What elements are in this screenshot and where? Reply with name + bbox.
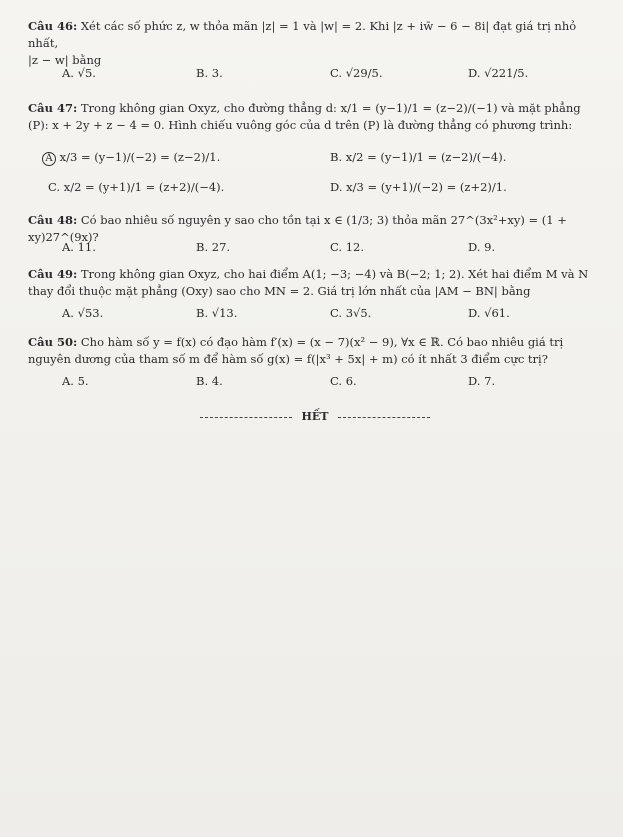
end-divider-right xyxy=(338,417,430,418)
q46-option-a: A. √5. xyxy=(62,66,96,80)
q48-label: Câu 48: xyxy=(28,213,78,227)
q49-stem: Trong không gian Oxyz, cho hai điểm A(1; −3; −4) và B(−2; 1; 2). Xét hai điểm M và N xyxy=(80,267,589,281)
q46-stem2: |z − w| bằng xyxy=(28,53,102,67)
q49-option-c: C. 3√5. xyxy=(330,306,372,320)
q50-option-d: D. 7. xyxy=(468,374,496,388)
question-47 xyxy=(28,100,601,134)
q50-option-b: B. 4. xyxy=(196,374,223,388)
end-marker xyxy=(190,410,440,423)
q47-option-d: D. x/3 = (y+1)/(−2) = (z+2)/1. xyxy=(330,180,507,194)
q48-option-b: B. 27. xyxy=(196,240,231,254)
q48-option-c: C. 12. xyxy=(330,240,364,254)
q46-stem: Xét các số phức z, w thỏa mãn |z| = 1 và |w| = 2. Khi |z + iw̄ − 6 − 8i| đạt giá trị nhỏ nhất, xyxy=(28,19,577,50)
q47-option-a xyxy=(42,150,220,166)
q47-option-d-text: x/3 = (y+1)/(−2) = (z+2)/1. xyxy=(346,180,507,194)
q47-option-c: C. x/2 = (y+1)/1 = (z+2)/(−4). xyxy=(48,180,225,194)
q46-label: Câu 46: xyxy=(28,19,78,33)
q48-option-a: A. 11. xyxy=(62,240,96,254)
end-divider-left xyxy=(200,417,292,418)
q47-label: Câu 47: xyxy=(28,101,78,115)
q46-option-d: D. √221/5. xyxy=(468,66,529,80)
q50-stem2: nguyên dương của tham số m để hàm số g(x) = f(|x³ + 5x| + m) có ít nhất 3 điểm cực trị? xyxy=(28,352,548,366)
q46-option-c: C. √29/5. xyxy=(330,66,383,80)
q49-option-a: A. √53. xyxy=(62,306,104,320)
q50-label: Câu 50: xyxy=(28,335,78,349)
selected-answer-mark: A xyxy=(42,152,56,166)
q48-stem: Có bao nhiêu số nguyên y sao cho tồn tại x ∈ (1/3; 3) thỏa mãn 27^(3x²+xy) = (1 + xy)27^(9x)? xyxy=(28,213,567,244)
q47-stem2: (P): x + 2y + z − 4 = 0. Hình chiếu vuông góc của d trên (P) là đường thẳng có phương trình: xyxy=(28,118,573,132)
q49-option-d: D. √61. xyxy=(468,306,510,320)
question-46 xyxy=(28,18,601,69)
q50-option-a: A. 5. xyxy=(62,374,89,388)
q47-stem: Trong không gian Oxyz, cho đường thẳng d: x/1 = (y−1)/1 = (z−2)/(−1) và mặt phẳng xyxy=(80,101,581,115)
question-50 xyxy=(28,334,601,368)
q47-option-c-text: x/2 = (y+1)/1 = (z+2)/(−4). xyxy=(63,180,225,194)
q46-option-b: B. 3. xyxy=(196,66,223,80)
q49-option-b: B. √13. xyxy=(196,306,238,320)
q48-option-d: D. 9. xyxy=(468,240,496,254)
end-text: HẾT xyxy=(301,410,329,423)
q50-option-c: C. 6. xyxy=(330,374,357,388)
question-48 xyxy=(28,212,601,246)
q47-option-b-text: x/2 = (y−1)/1 = (z−2)/(−4). xyxy=(345,150,507,164)
q47-option-b: B. x/2 = (y−1)/1 = (z−2)/(−4). xyxy=(330,150,507,164)
q47-option-a-text: x/3 = (y−1)/(−2) = (z−2)/1. xyxy=(59,150,221,164)
q49-stem2: thay đổi thuộc mặt phẳng (Oxy) sao cho MN = 2. Giá trị lớn nhất của |AM − BN| bằng xyxy=(28,284,531,298)
q50-stem: Cho hàm số y = f(x) có đạo hàm f′(x) = (x − 7)(x² − 9), ∀x ∈ ℝ. Có bao nhiêu giá trị xyxy=(80,335,564,349)
q49-label: Câu 49: xyxy=(28,267,78,281)
question-49 xyxy=(28,266,601,300)
